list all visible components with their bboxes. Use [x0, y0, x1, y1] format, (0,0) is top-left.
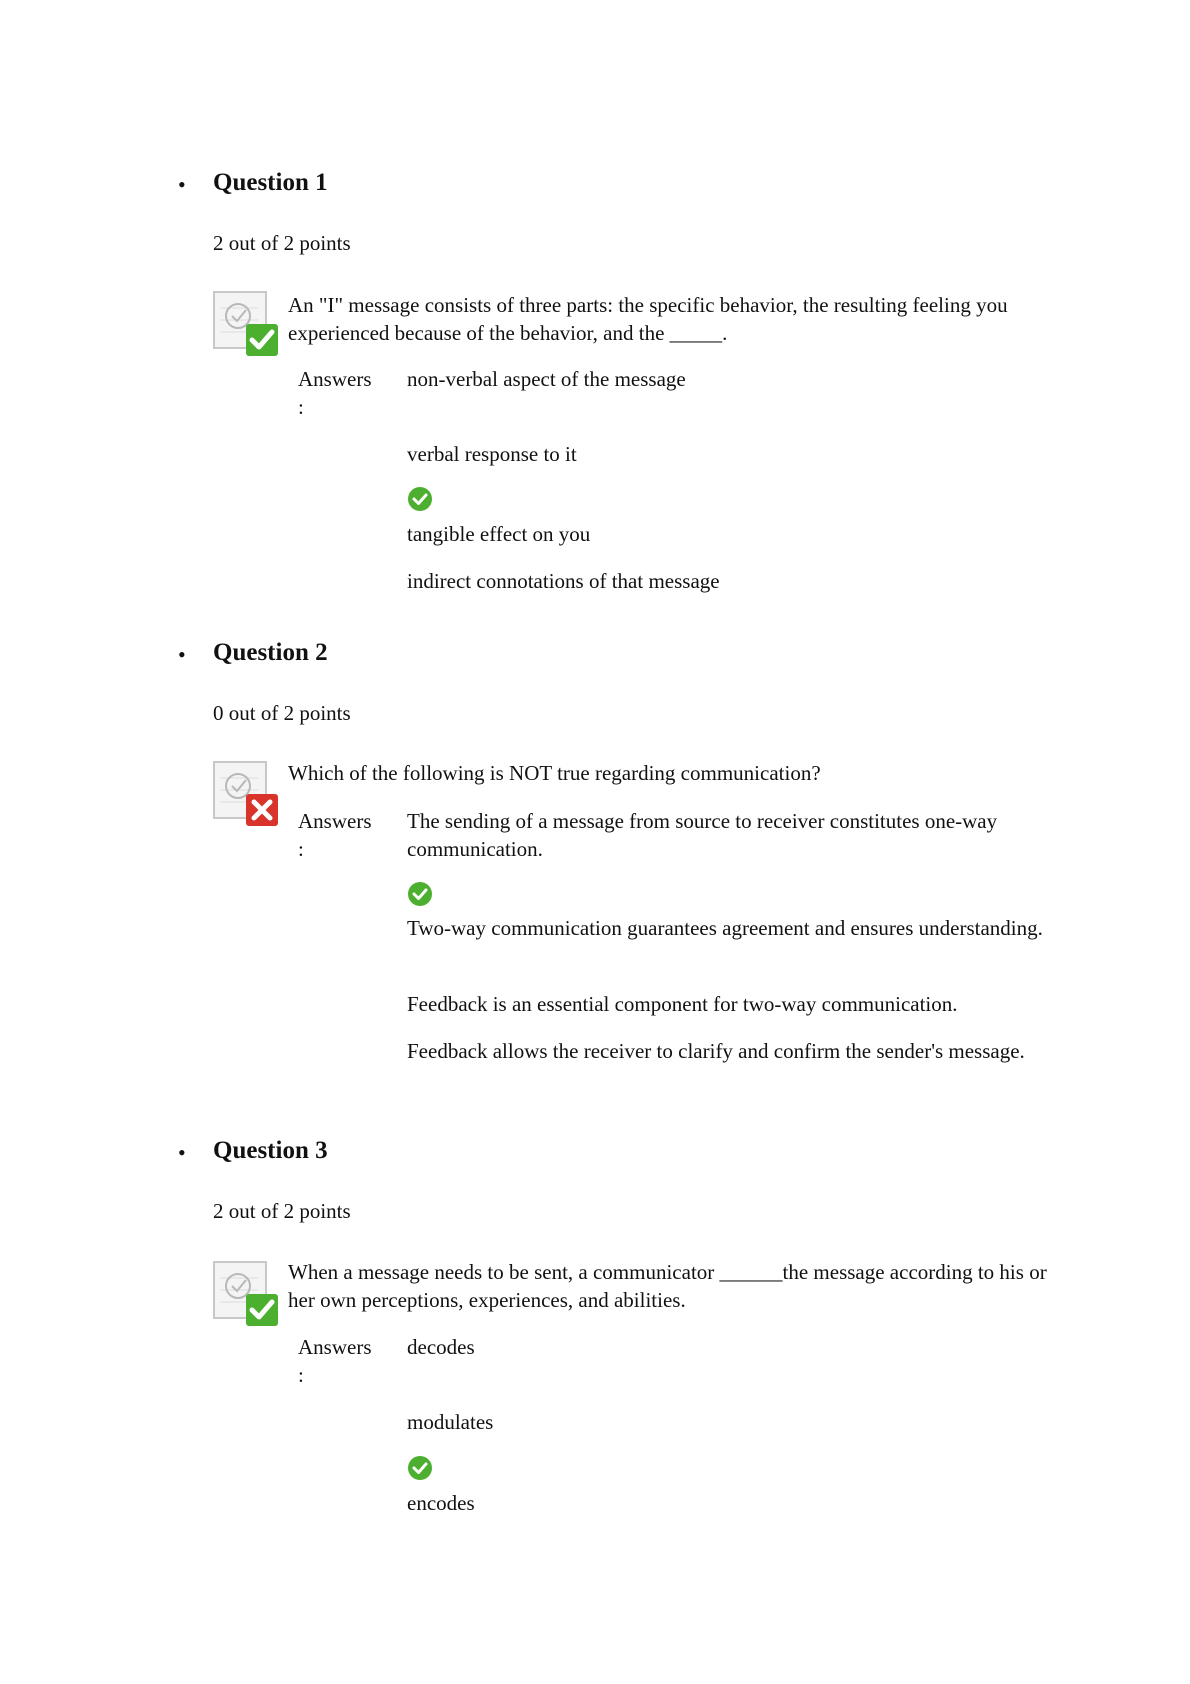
- answer-option: verbal response to it: [407, 442, 577, 466]
- answers-label: Answers :: [298, 367, 372, 419]
- correct-answer-check-icon: [407, 486, 433, 512]
- answer-option: The sending of a message from source to receiver constitutes one-way communication.: [407, 809, 998, 861]
- incorrect-status-icon: [212, 760, 280, 828]
- answer-option: Feedback is an essential component for two-way communication.: [407, 992, 958, 1016]
- correct-status-icon: [212, 1260, 280, 1328]
- bullet: •: [178, 642, 186, 667]
- answer-option: non-verbal aspect of the message: [407, 367, 686, 391]
- bullet: •: [178, 172, 186, 197]
- question-title: Question 1: [213, 169, 328, 196]
- correct-answer-check-icon: [407, 881, 433, 907]
- question-text: When a message needs to be sent, a communicator ______the message according to his or her own perceptions, experiences, and abilities.: [288, 1260, 1047, 1312]
- answer-option: indirect connotations of that message: [407, 569, 720, 593]
- answers-label: Answers :: [298, 809, 372, 861]
- answer-option-correct: Two-way communication guarantees agreement and ensures understanding.: [407, 916, 1043, 940]
- answer-option: Feedback allows the receiver to clarify and confirm the sender's message.: [407, 1039, 1025, 1063]
- question-points: 2 out of 2 points: [213, 1199, 351, 1223]
- question-points: 2 out of 2 points: [213, 231, 351, 255]
- question-text: An "I" message consists of three parts: the specific behavior, the resulting feeling you experienced because of the behavior, and the _____.: [288, 293, 1008, 345]
- bullet: •: [178, 1140, 186, 1165]
- answers-label: Answers :: [298, 1335, 372, 1387]
- answer-option-correct: encodes: [407, 1491, 475, 1515]
- correct-status-icon: [212, 290, 280, 358]
- answer-option: decodes: [407, 1335, 475, 1359]
- answer-option-correct: tangible effect on you: [407, 522, 591, 546]
- answer-option: modulates: [407, 1410, 494, 1434]
- question-title: Question 2: [213, 639, 328, 666]
- question-text: Which of the following is NOT true regarding communication?: [288, 761, 821, 785]
- question-points: 0 out of 2 points: [213, 701, 351, 725]
- question-title: Question 3: [213, 1137, 328, 1164]
- correct-answer-check-icon: [407, 1455, 433, 1481]
